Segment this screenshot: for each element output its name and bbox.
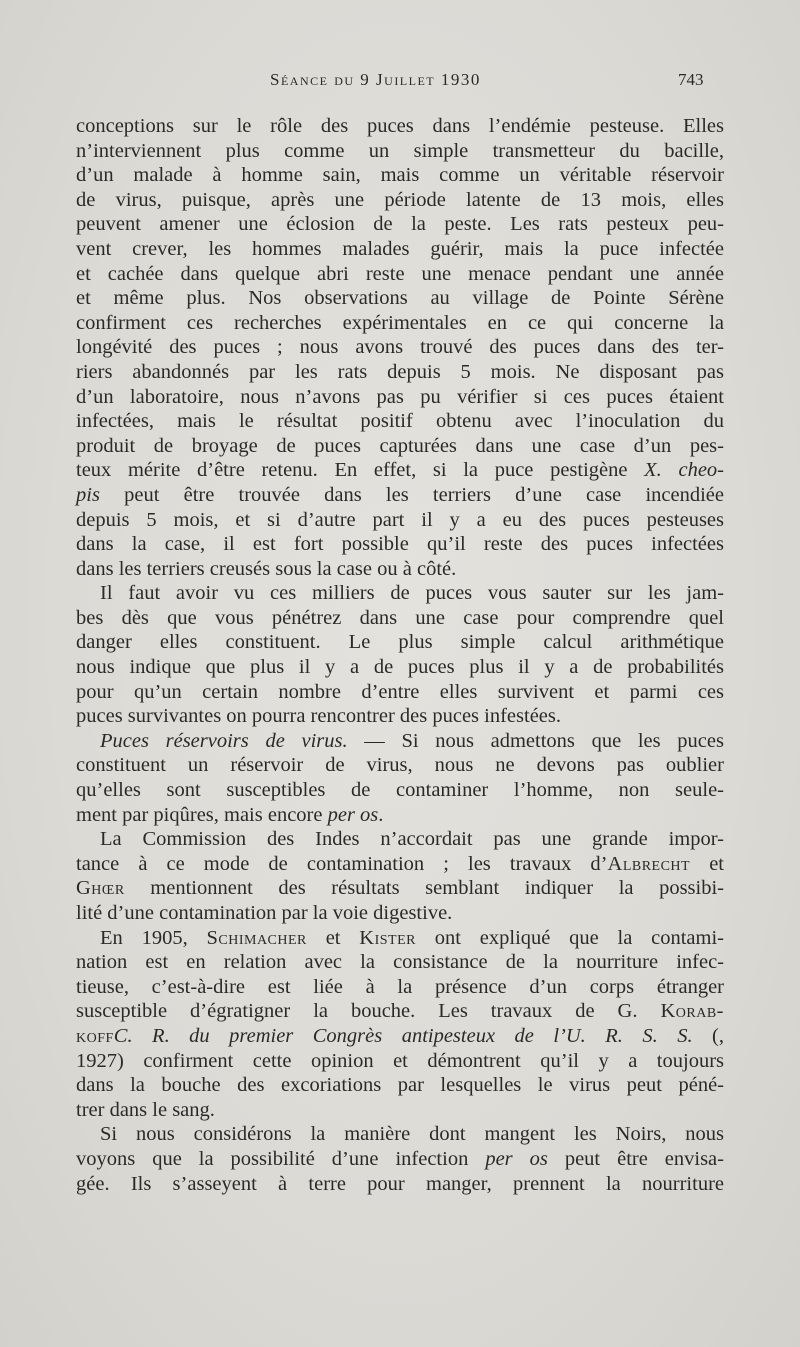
author-name: koff xyxy=(76,1024,114,1047)
text-line xyxy=(76,434,724,459)
text-line xyxy=(76,852,724,877)
text-run: mentionnent des résultats semblant indiquer la possibi- xyxy=(124,877,724,900)
text-run: Il faut avoir vu ces milliers de puces vous sauter sur les jam- xyxy=(100,582,724,605)
text-run: bes dès que vous pénétrez dans une case pour comprendre quel xyxy=(76,606,724,629)
text-line xyxy=(76,212,724,237)
text-run: pour qu’un certain nombre d’entre elles survivent et parmi ces xyxy=(76,680,724,703)
text-line xyxy=(76,237,724,262)
text-run: ( xyxy=(692,1024,719,1047)
text-line xyxy=(76,753,724,778)
text-run: danger elles constituent. Le plus simple calcul arithmétique xyxy=(76,631,724,654)
text-line xyxy=(76,557,724,582)
text-line xyxy=(76,901,724,926)
text-line xyxy=(76,876,724,901)
text-line xyxy=(76,1147,724,1172)
italic-text: C. R. du premier Congrès antipesteux de l’U. R. S. S. xyxy=(113,1024,693,1047)
text-run: gée. Ils s’asseyent à terre pour manger, prennent la nourriture xyxy=(76,1172,724,1195)
text-line xyxy=(76,778,724,803)
author-name: Schimacher xyxy=(206,926,307,949)
text-line xyxy=(76,163,724,188)
text-run: , xyxy=(718,1024,725,1047)
author-name: Albrecht xyxy=(607,852,691,875)
text-run: lité d’une contamination par la voie digestive. xyxy=(76,902,453,924)
page-number: 743 xyxy=(678,70,704,89)
text-run: tieuse, c’est-à-dire est liée à la présence d’un corps étranger xyxy=(76,975,724,998)
text-line xyxy=(76,114,724,139)
body-text xyxy=(76,114,724,1196)
text-line xyxy=(76,606,724,631)
text-run: et xyxy=(690,852,724,875)
text-run: et même plus. Nos observations au village de Pointe Sérène xyxy=(76,287,724,310)
text-run: voyons que la possibilité d’une infection xyxy=(76,1147,486,1170)
running-title: Séance du 9 Juillet 1930 xyxy=(270,70,481,89)
text-run: puces survivantes on pourra rencontrer des puces infestées. xyxy=(76,705,561,728)
text-line xyxy=(76,827,724,852)
text-run: teux mérite d’être retenu. En effet, si la puce pestigène xyxy=(76,459,645,482)
text-line xyxy=(76,286,724,311)
text-run: — Si nous admettons que les puces xyxy=(347,729,724,752)
text-line xyxy=(76,532,724,557)
text-line xyxy=(76,999,724,1024)
text-line xyxy=(76,188,724,213)
text-line xyxy=(76,581,724,606)
text-run: produit de broyage de puces capturées dans une case d’un pes- xyxy=(76,434,724,457)
text-line xyxy=(76,458,724,483)
text-line xyxy=(76,360,724,385)
text-run: depuis 5 mois, et si d’autre part il y a eu des puces pesteuses xyxy=(76,508,724,531)
text-line xyxy=(76,1073,724,1098)
text-run: tance à ce mode de contamination ; les travaux d’ xyxy=(76,852,608,875)
text-run: peut être envisa- xyxy=(547,1147,724,1170)
text-run: peuvent amener une éclosion de la peste. Les rats pesteux peu- xyxy=(76,213,724,236)
text-run: peut être trouvée dans les terriers d’une case incendiée xyxy=(99,483,724,506)
text-line xyxy=(76,335,724,360)
text-run: nation est en relation avec la consistance de la nourriture infec- xyxy=(76,951,724,974)
text-run: d’un laboratoire, nous n’avons pas pu vérifier si ces puces étaient xyxy=(76,385,724,408)
italic-text: per os xyxy=(327,803,379,826)
text-run: dans la bouche des excoriations par lesquelles le virus peut péné- xyxy=(76,1074,724,1097)
text-run: et cachée dans quelque abri reste une menace pendant une année xyxy=(76,262,724,285)
text-run: vent crever, les hommes malades guérir, mais la puce infectée xyxy=(76,237,724,260)
text-line xyxy=(76,630,724,655)
text-run: d’un malade à homme sain, mais comme un véritable réservoir xyxy=(76,164,724,187)
text-run: de virus, puisque, après une période latente de 13 mois, elles xyxy=(76,188,724,211)
text-run: n’interviennent plus comme un simple transmetteur du bacille, xyxy=(76,139,724,162)
text-line xyxy=(76,803,724,828)
text-line xyxy=(76,1098,724,1123)
text-line xyxy=(76,508,724,533)
text-line xyxy=(76,409,724,434)
text-run: dans les terriers creusés sous la case ou à côté. xyxy=(76,557,457,580)
text-run: susceptible d’égratigner la bouche. Les travaux de G. xyxy=(76,1000,661,1023)
text-run: riers abandonnés par les rats depuis 5 mois. Ne disposant pas xyxy=(76,360,724,383)
text-line xyxy=(76,1122,724,1147)
author-name: Ghœr xyxy=(76,877,125,900)
text-run: La Commission des Indes n’accordait pas une grande impor- xyxy=(100,828,724,851)
text-run: confirment ces recherches expérimentales en ce qui concerne la xyxy=(76,311,724,334)
text-line xyxy=(76,1172,724,1197)
text-run: conceptions sur le rôle des puces dans l’endémie pesteuse. Elles xyxy=(76,115,724,137)
text-run: ont expliqué que la contami- xyxy=(416,926,724,949)
text-run: dans la case, il est fort possible qu’il reste des puces infectées xyxy=(76,533,724,556)
text-line xyxy=(76,655,724,680)
text-line xyxy=(76,1049,724,1074)
text-line xyxy=(76,311,724,336)
text-line xyxy=(76,139,724,164)
text-run: Si nous considérons la manière dont mangent les Noirs, nous xyxy=(100,1123,724,1146)
text-run: constituent un réservoir de virus, nous ne devons pas oublier xyxy=(76,754,724,777)
text-run: longévité des puces ; nous avons trouvé des puces dans des ter- xyxy=(76,336,724,359)
text-line xyxy=(76,926,724,951)
text-line xyxy=(76,680,724,705)
text-line xyxy=(76,385,724,410)
text-run: nous indique que plus il y a de puces plus il y a de probabilités xyxy=(76,656,724,679)
text-line xyxy=(76,950,724,975)
author-name: Kister xyxy=(359,926,416,949)
text-run: infectées, mais le résultat positif obtenu avec l’inoculation du xyxy=(76,410,724,433)
text-line xyxy=(76,262,724,287)
text-run: . xyxy=(378,803,384,826)
text-run: trer dans le sang. xyxy=(76,1098,215,1121)
text-run: ment par piqûres, mais encore xyxy=(76,803,328,826)
text-line xyxy=(76,1024,724,1049)
text-run: et xyxy=(306,926,360,949)
text-run: En 1905, xyxy=(100,926,207,949)
text-run: 1927) confirment cette opinion et démontrent qu’il y a toujours xyxy=(76,1049,724,1072)
running-head xyxy=(0,70,800,100)
author-name: Korab- xyxy=(660,1000,724,1023)
text-run: qu’elles sont susceptibles de contaminer l’homme, non seule- xyxy=(76,779,724,802)
text-line xyxy=(76,729,724,754)
italic-text: per os xyxy=(485,1147,548,1170)
italic-text: pis xyxy=(76,483,100,506)
text-line xyxy=(76,975,724,1000)
text-line xyxy=(76,704,724,729)
text-line xyxy=(76,483,724,508)
italic-text: Puces réservoirs de virus. xyxy=(100,729,348,752)
italic-text: X. cheo- xyxy=(644,459,724,482)
